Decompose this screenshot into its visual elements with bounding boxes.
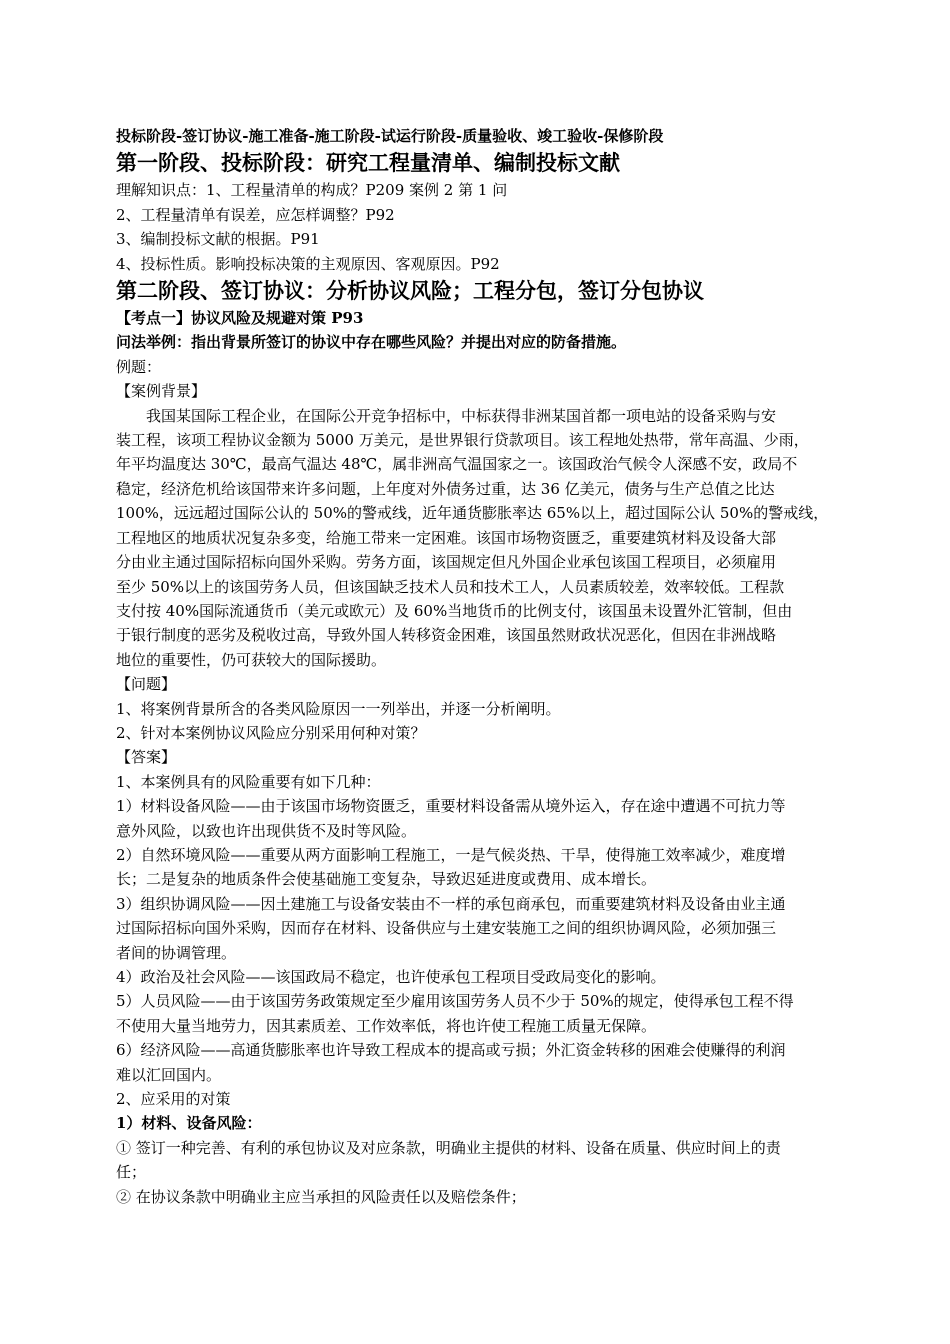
knowledge-point-2: 2、工程量清单有误差，应怎样调整？P92 bbox=[116, 205, 395, 224]
item-line: 长；二是复杂的地质条件会使基础施工变复杂，导致迟延进度或费用、成本增长。 bbox=[116, 870, 657, 889]
paragraph-line: 我国某国际工程企业，在国际公开竞争招标中，中标获得非洲某国首都一项电站的设备采购与安 bbox=[146, 406, 777, 425]
section-heading-stage-2: 第二阶段、签订协议：分析协议风险；工程分包，签订分包协议 bbox=[116, 278, 704, 304]
item-line: 6）经济风险——高通货膨胀率也许导致工程成本的提高或亏损；外汇资金转移的困难会使赚得的利润 bbox=[116, 1041, 786, 1060]
answer-intro: 1、本案例具有的风险重要有如下几种： bbox=[116, 772, 381, 791]
countermeasures-subtitle: 1）材料、设备风险： bbox=[116, 1114, 262, 1133]
countermeasures-title: 2、应采用的对策 bbox=[116, 1090, 231, 1109]
item-line: 3）组织协调风险——因土建施工与设备安装由不一样的承包商承包，而重要建筑材料及设备由业主通 bbox=[116, 894, 786, 913]
risk-item-political bbox=[116, 965, 861, 989]
paragraph-line: 年平均温度达 30℃，最高气温达 48℃，属非洲高气温国家之一。该国政治气候令人深感不安，政局不 bbox=[116, 455, 798, 474]
item-line: 不使用大量当地劳力，因其素质差、工作效率低，将也许使工程施工质量无保障。 bbox=[116, 1016, 657, 1035]
knowledge-point-3: 3、编制投标文献的根据。P91 bbox=[116, 230, 320, 249]
exam-point-heading: 【考点一】协议风险及规避对策 P93 bbox=[116, 309, 364, 328]
risk-item-coordination bbox=[116, 892, 861, 965]
item-line: 4）政治及社会风险——该国政局不稳定，也许使承包工程项目受政局变化的影响。 bbox=[116, 968, 666, 986]
item-line: ① 签订一种完善、有利的承包协议及对应条款，明确业主提供的材料、设备在质量、供应时间上的责 bbox=[116, 1138, 781, 1157]
paragraph-line: 100%，远远超过国际公认的 50%的警戒线，近年通货膨胀率达 65%以上，超过国际公认 50%的警戒线， bbox=[116, 504, 829, 523]
paragraph-line: 工程地区的地质状况复杂多变，给施工带来一定困难。该国市场物资匮乏，重要建筑材料及设备大部 bbox=[116, 528, 777, 547]
item-line: 意外风险，以致也许出现供货不及时等风险。 bbox=[116, 821, 417, 840]
paragraph-line: 支付按 40%国际流通货币（美元或欧元）及 60%当地货币的比例支付，该国虽未设置外汇管制，但由 bbox=[116, 601, 793, 620]
risk-item-environment bbox=[116, 843, 861, 892]
paragraph-line: 分由业主通过国际招标向国外采购。劳务方面，该国规定但凡外国企业承包该国工程项目，必须雇用 bbox=[116, 553, 777, 572]
stage-overview: 投标阶段-签订协议-施工准备-施工阶段-试运行阶段-质量验收、竣工验收-保修阶段 bbox=[116, 127, 664, 145]
paragraph-line: 装工程，该项工程协议金额为 5000 万美元，是世界银行贷款项目。该工程地处热带，常年高温、少雨， bbox=[116, 431, 809, 450]
case-background-paragraph bbox=[116, 404, 861, 672]
measure-1 bbox=[116, 1136, 861, 1185]
answer-label: 【答案】 bbox=[116, 748, 177, 767]
knowledge-point-1: 理解知识点：1、工程量清单的构成？P209 案例 2 第 1 问 bbox=[116, 181, 508, 200]
paragraph-line: 于银行制度的恶劣及税收过高，导致外国人转移资金困难，该国虽然财政状况恶化，但因在非洲战略 bbox=[116, 626, 777, 645]
item-line: 难以汇回国内。 bbox=[116, 1065, 222, 1084]
item-line: 任； bbox=[116, 1163, 147, 1182]
document-page bbox=[116, 124, 861, 1209]
example-label: 例题： bbox=[116, 357, 162, 376]
question-1: 1、将案例背景所含的各类风险原因一一列举出，并逐一分析阐明。 bbox=[116, 699, 561, 718]
measure-2 bbox=[116, 1185, 861, 1209]
paragraph-line: 稳定，经济危机给该国带来许多问题，上年度对外债务过重，达 36 亿美元，债务与生产总值之比达 bbox=[116, 479, 775, 498]
paragraph-line: 地位的重要性，仍可获较大的国际援助。 bbox=[116, 650, 387, 669]
question-example: 问法举例：指出背景所签订的协议中存在哪些风险？并提出对应的防备措施。 bbox=[116, 333, 627, 352]
item-line: ② 在协议条款中明确业主应当承担的风险责任以及赔偿条件； bbox=[116, 1187, 526, 1206]
risk-item-economic bbox=[116, 1038, 861, 1087]
questions-label: 【问题】 bbox=[116, 675, 177, 694]
risk-item-personnel bbox=[116, 989, 861, 1038]
item-line: 1）材料设备风险——由于该国市场物资匮乏，重要材料设备需从境外运入，存在途中遭遇不可抗力等 bbox=[116, 797, 786, 816]
section-heading-stage-1: 第一阶段、投标阶段：研究工程量清单、编制投标文献 bbox=[116, 150, 620, 176]
item-line: 过国际招标向国外采购，因而存在材料、设备供应与土建安装施工之间的组织协调风险，必须加强三 bbox=[116, 919, 777, 938]
item-line: 2）自然环境风险——重要从两方面影响工程施工，一是气候炎热、干旱，使得施工效率减少，难度增 bbox=[116, 845, 786, 864]
case-background-label: 【案例背景】 bbox=[116, 382, 207, 401]
knowledge-point-4: 4、投标性质。影响投标决策的主观原因、客观原因。P92 bbox=[116, 254, 500, 273]
item-line: 者间的协调管理。 bbox=[116, 943, 237, 962]
question-2: 2、针对本案例协议风险应分别采用何种对策？ bbox=[116, 723, 426, 742]
risk-item-materials bbox=[116, 794, 861, 843]
item-line: 5）人员风险——由于该国劳务政策规定至少雇用该国劳务人员不少于 50%的规定，使得承包工程不得 bbox=[116, 992, 794, 1011]
paragraph-line: 至少 50%以上的该国劳务人员，但该国缺乏技术人员和技术工人，人员素质较差，效率较低。工程款 bbox=[116, 577, 785, 596]
